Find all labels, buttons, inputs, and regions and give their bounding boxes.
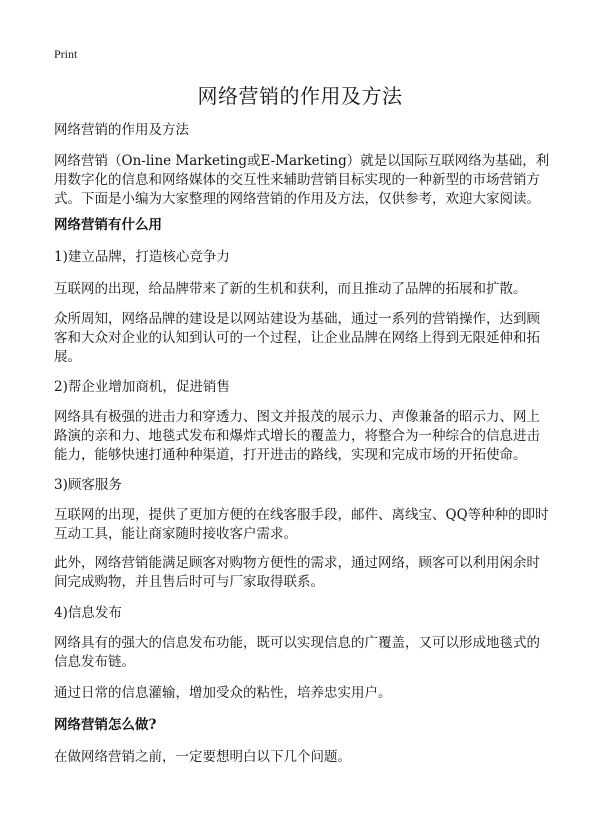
intro-paragraph: 网络营销（On-line Marketing或E-Marketing）就是以国际互联网络为基础，利用数字化的信息和网络媒体的交互性来辅助营销目标实现的一种新型的市场营销方式。下面是小编为大家整理的网络营销的作用及方法，仅供参考，欢迎大家阅读。 — [54, 153, 550, 207]
section2-paragraph-1: 在做网络营销之前，一定要想明白以下几个问题。 — [54, 749, 351, 765]
article-subtitle: 网络营销的作用及方法 — [54, 122, 189, 138]
item3-paragraph-2: 此外，网络营销能满足顾客对购物方便性的需求，通过网络，顾客可以利用闲余时间完成购物，并且售后时可与厂家取得联系。 — [54, 555, 540, 590]
item3-heading: 3)顾客服务 — [54, 477, 122, 493]
item1-paragraph-2: 众所周知，网络品牌的建设是以网站建设为基础，通过一系列的营销操作，达到顾客和大众对企业的认知到认可的一个过程，让企业品牌在网络上得到无限延伸和拓展。 — [54, 311, 540, 365]
item2-heading: 2)帮企业增加商机，促进销售 — [54, 379, 230, 395]
item3-paragraph-1: 互联网的出现，提供了更加方便的在线客服手段，邮件、离线宝、QQ等种种的即时互动工具，能让商家随时接收客户需求。 — [54, 507, 549, 542]
item1-heading: 1)建立品牌，打造核心竞争力 — [54, 249, 230, 265]
item4-paragraph-2: 通过日常的信息灌输，增加受众的粘性，培养忠实用户。 — [54, 685, 392, 701]
item2-paragraph-1: 网络具有极强的进击力和穿透力、图文并报茂的展示力、声像兼备的昭示力、网上路演的亲和力、地毯式发布和爆炸式增长的覆盖力，将整合为一种综合的信息进击能力，能够快速打通种种渠道，打开进击的路线，实现和完成市场的开拓使命。 — [54, 409, 540, 463]
section-heading-how: 网络营销怎么做? — [54, 717, 157, 733]
print-link[interactable]: Print — [54, 47, 78, 61]
item1-paragraph-1: 互联网的出现，给品牌带来了新的生机和获利，而且推动了品牌的拓展和扩散。 — [54, 281, 527, 297]
item4-heading: 4)信息发布 — [54, 605, 122, 621]
item4-paragraph-1: 网络具有的强大的信息发布功能，既可以实现信息的广覆盖，又可以形成地毯式的信息发布链。 — [54, 635, 540, 670]
page-title: 网络营销的作用及方法 — [197, 84, 403, 108]
section-heading-uses: 网络营销有什么用 — [54, 217, 162, 233]
